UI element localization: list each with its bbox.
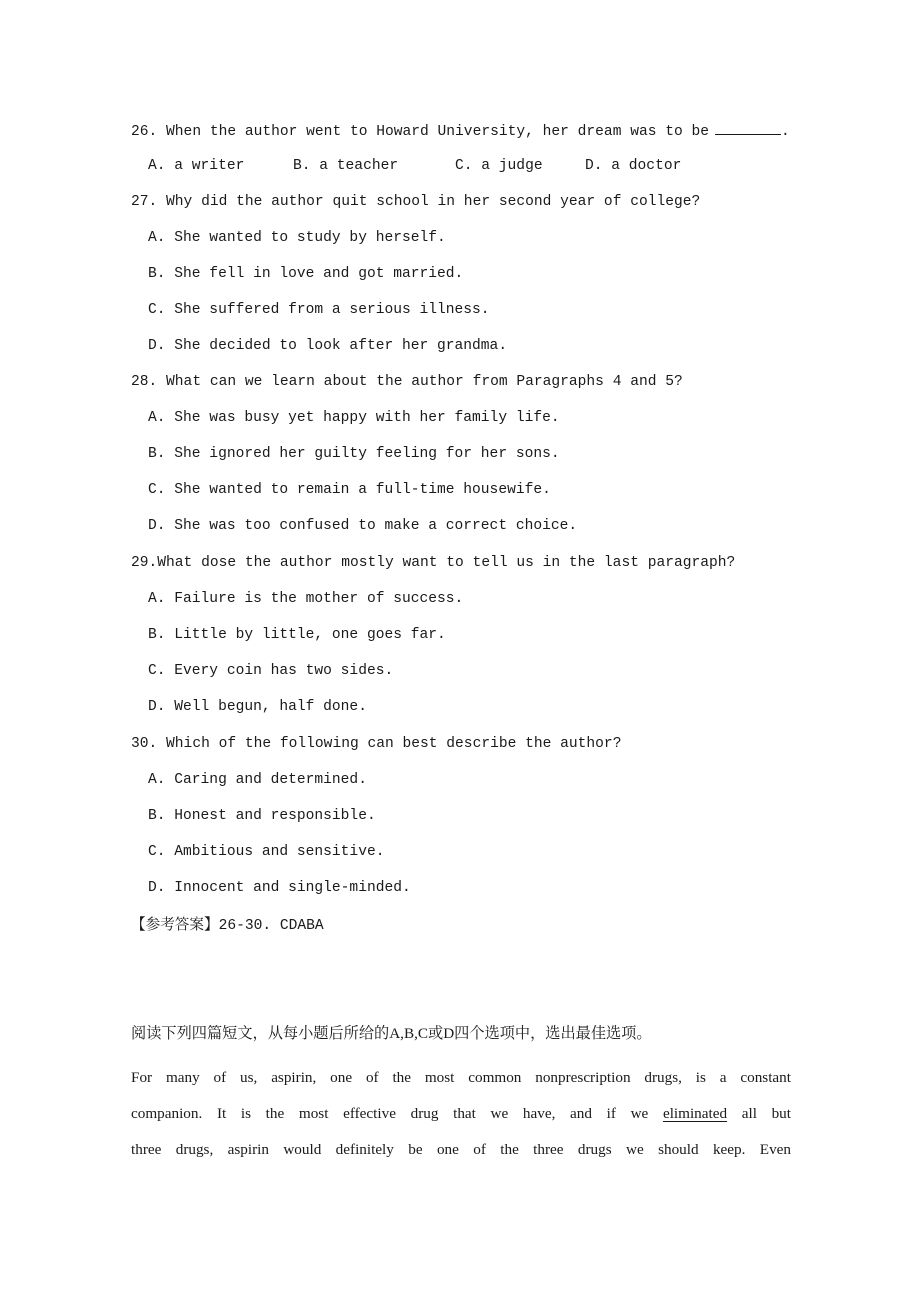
option-label: D. (148, 338, 166, 354)
option-a (148, 156, 244, 176)
option-b (148, 806, 376, 826)
option-label: C. (455, 158, 473, 174)
option-text: She wanted to remain a full-time housewife. (174, 482, 551, 498)
option-label: C. (148, 302, 166, 318)
option-label: B. (148, 446, 166, 462)
option-label: B. (148, 627, 166, 643)
option-label: A. (148, 410, 166, 426)
option-c (148, 480, 551, 500)
option-d (148, 336, 507, 356)
option-label: C. (148, 663, 166, 679)
answer-blank (715, 120, 781, 135)
option-text: She was busy yet happy with her family life. (174, 410, 560, 426)
question-number: 26. (131, 124, 158, 140)
option-label: A. (148, 158, 166, 174)
question-stem: Why did the author quit school in her second year of college? (166, 194, 701, 210)
option-label: A. (148, 591, 166, 607)
option-b (148, 444, 560, 464)
option-d (148, 697, 367, 717)
reading-instruction: 阅读下列四篇短文，从每小题后所给的A,B,C或D四个选项中，选出最佳选项。 (131, 1025, 652, 1042)
option-label: C. (148, 844, 166, 860)
option-text: a writer (174, 158, 245, 174)
option-text: She suffered from a serious illness. (174, 302, 490, 318)
option-label: D. (148, 880, 166, 896)
option-label: C. (148, 482, 166, 498)
option-text: Innocent and single-minded. (174, 880, 411, 896)
option-text: Ambitious and sensitive. (174, 844, 385, 860)
answer-key (131, 915, 324, 936)
option-label: A. (148, 772, 166, 788)
option-label: B. (148, 266, 166, 282)
passage-text: companion. It is the most effective drug that we have, and if we (131, 1105, 663, 1122)
option-d (148, 516, 577, 536)
option-d (585, 156, 681, 176)
question-number: 29. (131, 555, 158, 571)
option-label: A. (148, 230, 166, 246)
question-stem: What can we learn about the author from Paragraphs 4 and 5? (166, 374, 683, 390)
option-d (148, 878, 411, 898)
option-c (148, 300, 490, 320)
option-label: D. (148, 518, 166, 534)
option-c (148, 842, 384, 862)
option-a (148, 408, 560, 428)
option-label: B. (148, 808, 166, 824)
option-c (148, 661, 393, 681)
option-a (148, 589, 463, 609)
passage-line-3: three drugs, aspirin would definitely be one of the three drugs we should keep. Even (131, 1141, 791, 1158)
option-text: Caring and determined. (174, 772, 367, 788)
option-label: B. (293, 158, 311, 174)
question-number: 28. (131, 374, 158, 390)
question-stem-end: . (781, 124, 790, 140)
option-text: She fell in love and got married. (174, 266, 464, 282)
option-text: Failure is the mother of success. (174, 591, 464, 607)
question-stem: When the author went to Howard University, her dream was to be (166, 124, 710, 140)
option-label: D. (585, 158, 603, 174)
option-c (455, 156, 543, 176)
option-label: D. (148, 699, 166, 715)
option-text: Little by little, one goes far. (174, 627, 446, 643)
option-text: Every coin has two sides. (174, 663, 394, 679)
option-text: She ignored her guilty feeling for her sons. (174, 446, 560, 462)
underlined-word: eliminated (662, 1105, 728, 1122)
option-a (148, 228, 446, 248)
question-stem: Which of the following can best describe the author? (166, 736, 622, 752)
option-text: Honest and responsible. (174, 808, 376, 824)
question-28 (131, 372, 683, 392)
question-stem: What dose the author mostly want to tell us in the last paragraph? (157, 555, 736, 571)
question-number: 30. (131, 736, 158, 752)
passage-line-2 (131, 1104, 791, 1124)
question-27 (131, 192, 700, 212)
question-30 (131, 734, 621, 754)
option-text: She was too confused to make a correct choice. (174, 518, 578, 534)
answer-key-value: 26-30. CDABA (218, 918, 324, 934)
option-b (293, 156, 398, 176)
option-text: a doctor (611, 158, 682, 174)
answer-key-label: 【参考答案】 (131, 916, 219, 933)
option-text: She decided to look after her grandma. (174, 338, 508, 354)
option-text: She wanted to study by herself. (174, 230, 446, 246)
question-number: 27. (131, 194, 158, 210)
option-text: a judge (481, 158, 543, 174)
option-b (148, 264, 463, 284)
passage-text: all but (727, 1105, 791, 1122)
passage-line-1: For many of us, aspirin, one of the most common nonprescription drugs, is a constant (131, 1069, 791, 1086)
option-text: a teacher (319, 158, 399, 174)
question-29 (131, 553, 735, 573)
option-a (148, 770, 367, 790)
option-text: Well begun, half done. (174, 699, 367, 715)
question-26 (131, 120, 790, 142)
option-b (148, 625, 446, 645)
